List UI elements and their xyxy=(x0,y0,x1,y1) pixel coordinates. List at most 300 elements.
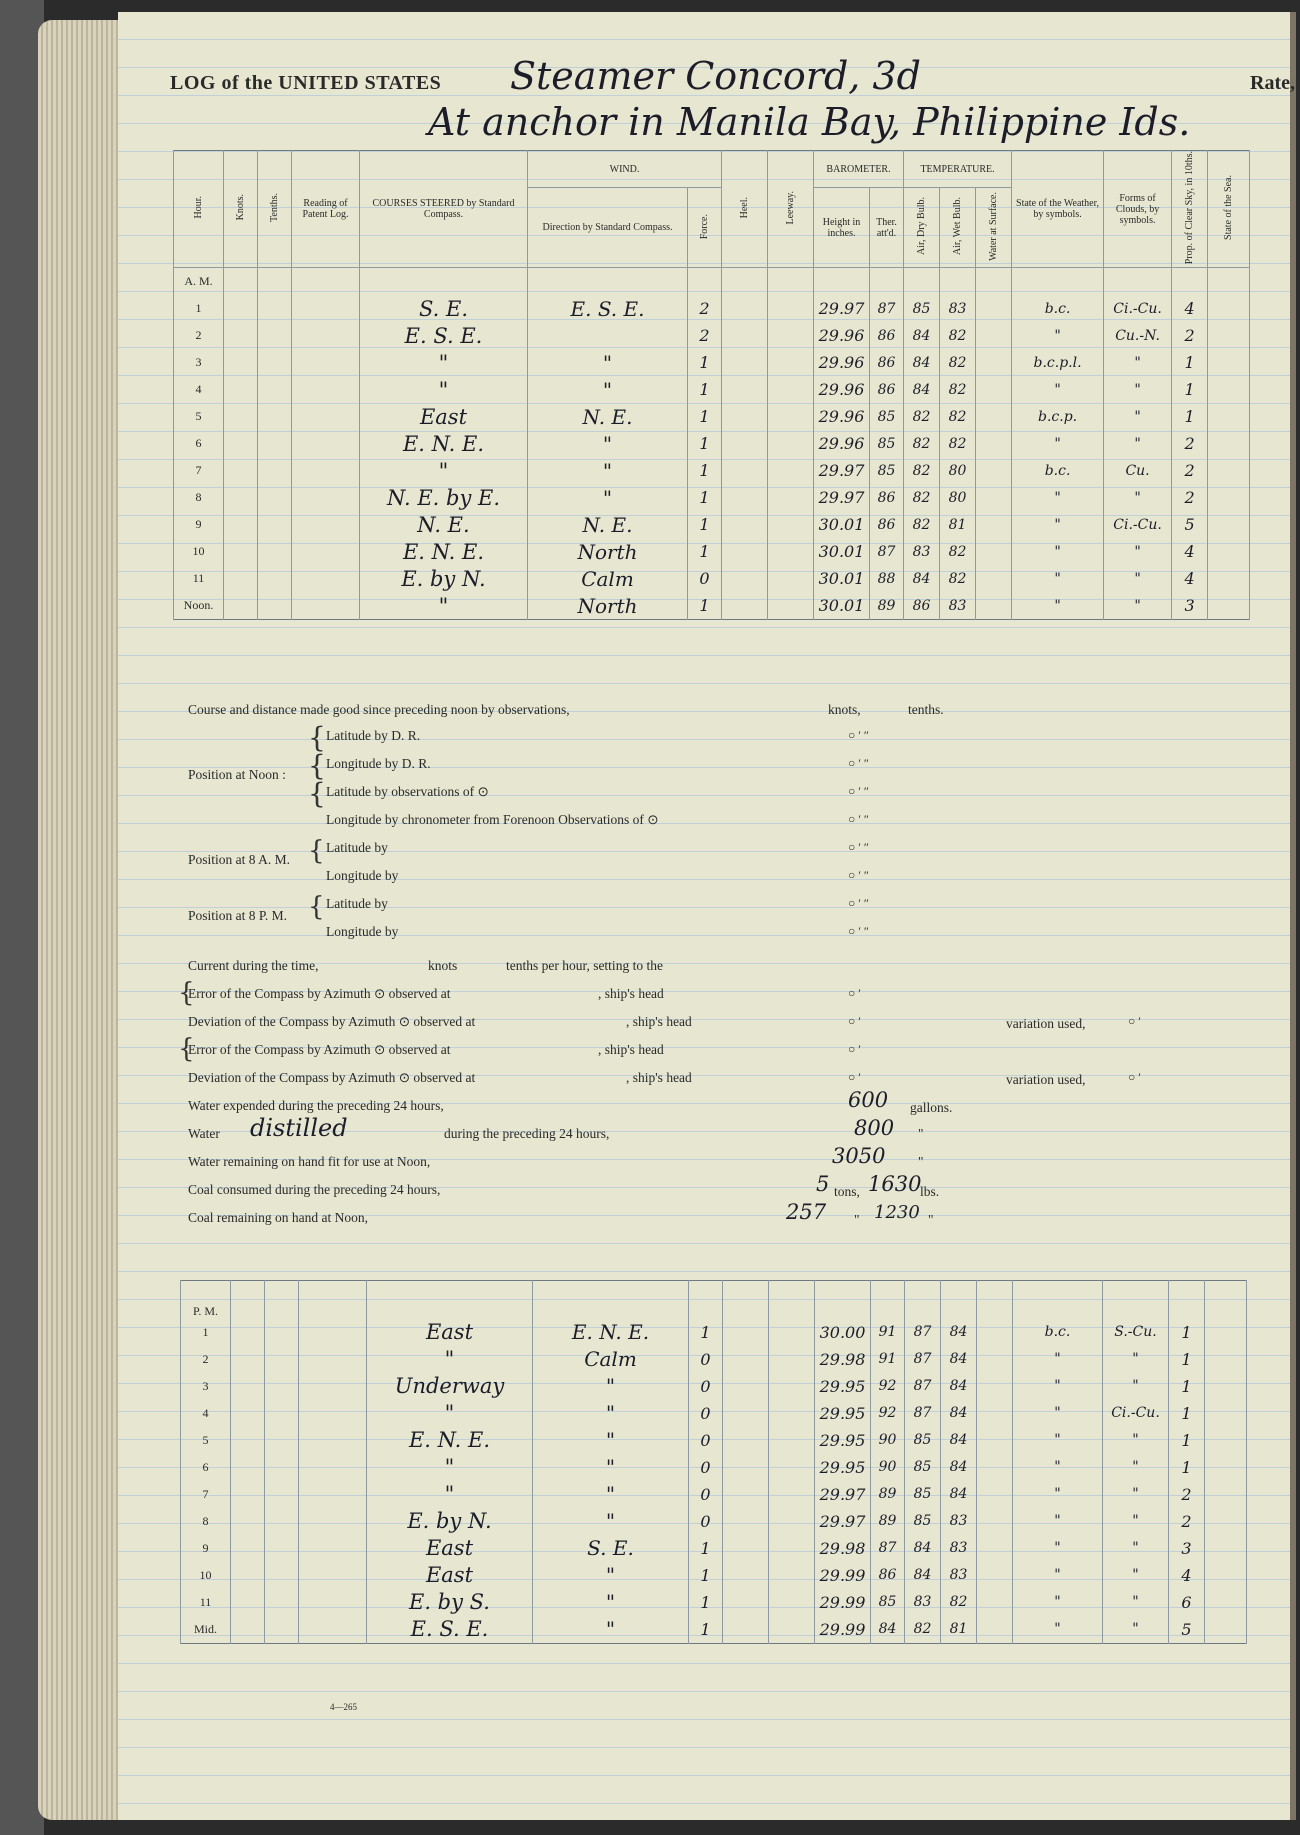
am-air-dry-cell: 84 xyxy=(904,565,940,592)
am-air-wet-cell: 82 xyxy=(940,565,976,592)
am-empty-cell xyxy=(224,457,258,484)
col-sea: State of the Sea. xyxy=(1208,151,1250,268)
pm-empty-cell xyxy=(299,1616,367,1644)
am-empty-cell xyxy=(768,538,814,565)
am-empty-cell xyxy=(1208,403,1250,430)
am-empty-cell xyxy=(292,349,360,376)
lat-8am-marks: ○ ′ ″ xyxy=(848,840,869,854)
pm-clear-sky-cell: 1 xyxy=(1169,1400,1205,1427)
pm-empty-cell xyxy=(723,1589,769,1616)
col-baro-height: Height in inches. xyxy=(814,188,870,268)
pm-baro-height-cell: 29.98 xyxy=(815,1346,871,1373)
am-ther-attd-cell: 86 xyxy=(870,484,904,511)
am-empty-cell xyxy=(292,403,360,430)
pm-clear-sky-cell: 2 xyxy=(1169,1508,1205,1535)
am-wind-direction-cell: " xyxy=(528,484,688,511)
pm-clear-sky-cell: 3 xyxy=(1169,1535,1205,1562)
pm-hour-cell: 5 xyxy=(181,1427,231,1454)
pm-hour-cell: 9 xyxy=(181,1535,231,1562)
am-empty-cell xyxy=(722,484,768,511)
am-wind-force-cell: 2 xyxy=(688,322,722,349)
am-wind-direction-cell: " xyxy=(528,430,688,457)
am-empty-cell xyxy=(292,457,360,484)
pm-empty-cell xyxy=(977,1454,1013,1481)
pm-wind-force-cell: 1 xyxy=(689,1589,723,1616)
am-clouds-cell: " xyxy=(1104,403,1172,430)
am-wind-direction-cell: Calm xyxy=(528,565,688,592)
pm-wind-direction-cell: " xyxy=(533,1616,689,1644)
am-baro-height-cell: 29.96 xyxy=(814,376,870,403)
am-wind-force-cell: 1 xyxy=(688,457,722,484)
am-clear-sky-cell: 5 xyxy=(1172,511,1208,538)
pm-empty-cell xyxy=(723,1535,769,1562)
pm-ther-attd-cell: 90 xyxy=(871,1427,905,1454)
water-label: Water xyxy=(188,1126,220,1141)
pm-wind-direction-cell: " xyxy=(533,1454,689,1481)
pm-empty-cell xyxy=(231,1400,265,1427)
am-clouds-cell: " xyxy=(1104,484,1172,511)
am-empty-cell xyxy=(768,592,814,620)
pm-clouds-cell: " xyxy=(1103,1481,1169,1508)
lbs-label: lbs. xyxy=(920,1184,940,1199)
am-empty-cell xyxy=(768,403,814,430)
am-course-cell: " xyxy=(360,349,528,376)
variation-1: variation used, xyxy=(1006,1016,1086,1031)
pm-empty-cell xyxy=(231,1508,265,1535)
am-air-dry-cell: 83 xyxy=(904,538,940,565)
pm-empty-cell xyxy=(265,1373,299,1400)
pm-ther-attd-cell: 91 xyxy=(871,1319,905,1346)
col-heel: Heel. xyxy=(722,151,768,268)
pm-baro-height-cell: 29.95 xyxy=(815,1454,871,1481)
am-wind-direction-cell: North xyxy=(528,538,688,565)
pm-empty-cell xyxy=(1205,1508,1247,1535)
am-empty-cell xyxy=(224,430,258,457)
pm-empty-cell xyxy=(723,1373,769,1400)
am-empty-cell xyxy=(976,376,1012,403)
pm-empty-cell xyxy=(723,1427,769,1454)
pm-hour-cell: 8 xyxy=(181,1508,231,1535)
am-baro-height-cell: 29.96 xyxy=(814,349,870,376)
pm-row xyxy=(181,1535,1247,1562)
pm-weather-cell: " xyxy=(1013,1427,1103,1454)
am-empty-cell xyxy=(224,295,258,322)
pm-hour-cell: 11 xyxy=(181,1589,231,1616)
am-empty-cell xyxy=(976,430,1012,457)
pm-air-dry-cell: 85 xyxy=(905,1481,941,1508)
pm-weather-cell: " xyxy=(1013,1373,1103,1400)
am-baro-height-cell: 30.01 xyxy=(814,511,870,538)
pm-baro-height-cell: 29.95 xyxy=(815,1427,871,1454)
am-empty-cell xyxy=(976,349,1012,376)
pm-baro-height-cell: 29.99 xyxy=(815,1589,871,1616)
col-wind-direction: Direction by Standard Compass. xyxy=(528,188,688,268)
lat-obs-marks: ○ ′ ″ xyxy=(848,784,869,798)
ships-head-2: , ship's head xyxy=(626,1014,692,1029)
current-knots-label: knots xyxy=(428,958,458,973)
during-label: during the preceding 24 hours, xyxy=(444,1126,610,1141)
pm-air-dry-cell: 84 xyxy=(905,1562,941,1589)
col-air-wet: Air, Wet Bulb. xyxy=(940,188,976,268)
am-empty-cell xyxy=(976,511,1012,538)
pm-empty-cell xyxy=(977,1346,1013,1373)
pm-empty-cell xyxy=(1205,1400,1247,1427)
am-empty-cell xyxy=(1208,430,1250,457)
am-baro-height-cell: 30.01 xyxy=(814,538,870,565)
lat-8am-label: Latitude by xyxy=(326,840,388,855)
pm-log-table xyxy=(180,1280,1247,1644)
am-course-cell: East xyxy=(360,403,528,430)
pm-clouds-cell: " xyxy=(1103,1346,1169,1373)
pm-air-wet-cell: 84 xyxy=(941,1346,977,1373)
am-empty-cell xyxy=(258,457,292,484)
am-clouds-cell: " xyxy=(1104,592,1172,620)
am-wind-force-cell: 0 xyxy=(688,565,722,592)
am-empty-cell xyxy=(1208,457,1250,484)
am-wind-direction-cell: North xyxy=(528,592,688,620)
pm-baro-height-cell: 29.97 xyxy=(815,1481,871,1508)
am-empty-cell xyxy=(1208,322,1250,349)
am-ther-attd-cell: 86 xyxy=(870,349,904,376)
am-row xyxy=(174,403,1250,430)
pm-wind-force-cell: 1 xyxy=(689,1562,723,1589)
pm-hour-cell: 4 xyxy=(181,1400,231,1427)
am-wind-direction-cell: " xyxy=(528,457,688,484)
am-empty-cell xyxy=(292,484,360,511)
pm-ther-attd-cell: 92 xyxy=(871,1373,905,1400)
pm-clear-sky-cell: 5 xyxy=(1169,1616,1205,1644)
am-empty-cell xyxy=(258,376,292,403)
am-empty-cell xyxy=(1208,538,1250,565)
am-empty-cell xyxy=(976,565,1012,592)
am-baro-height-cell: 30.01 xyxy=(814,565,870,592)
pm-empty-cell xyxy=(265,1508,299,1535)
col-knots: Knots. xyxy=(224,151,258,268)
pm-empty-cell xyxy=(769,1616,815,1644)
pm-wind-force-cell: 0 xyxy=(689,1427,723,1454)
pm-air-wet-cell: 84 xyxy=(941,1373,977,1400)
pm-hour-cell: 1 xyxy=(181,1319,231,1346)
pm-air-wet-cell: 83 xyxy=(941,1508,977,1535)
ships-head-3: , ship's head xyxy=(598,1042,664,1057)
am-weather-cell: " xyxy=(1012,430,1104,457)
am-empty-cell xyxy=(1208,295,1250,322)
pm-air-wet-cell: 83 xyxy=(941,1535,977,1562)
am-empty-cell xyxy=(768,430,814,457)
pm-empty-cell xyxy=(769,1346,815,1373)
gallons-label: gallons. xyxy=(910,1100,953,1115)
am-ther-attd-cell: 87 xyxy=(870,538,904,565)
am-hour-cell: 7 xyxy=(174,457,224,484)
coal-lbs-value: 1630 xyxy=(868,1172,922,1196)
am-wind-direction-cell xyxy=(528,322,688,349)
am-baro-height-cell: 29.96 xyxy=(814,430,870,457)
lat-8pm-label: Latitude by xyxy=(326,896,388,911)
ships-head-4: , ship's head xyxy=(626,1070,692,1085)
am-wind-force-cell: 1 xyxy=(688,403,722,430)
am-baro-height-cell: 29.97 xyxy=(814,484,870,511)
pm-ther-attd-cell: 89 xyxy=(871,1508,905,1535)
am-baro-height-cell: 29.97 xyxy=(814,295,870,322)
pm-empty-cell xyxy=(265,1535,299,1562)
col-tenths: Tenths. xyxy=(258,151,292,268)
pm-row xyxy=(181,1373,1247,1400)
pm-empty-cell xyxy=(769,1319,815,1346)
pm-empty-cell xyxy=(769,1400,815,1427)
am-empty-cell xyxy=(722,565,768,592)
am-wind-direction-cell: " xyxy=(528,376,688,403)
am-hour-cell: 3 xyxy=(174,349,224,376)
pm-empty-cell xyxy=(265,1481,299,1508)
lon-8pm-label: Longitude by xyxy=(326,924,399,939)
pm-clear-sky-cell: 2 xyxy=(1169,1481,1205,1508)
pm-empty-cell xyxy=(299,1346,367,1373)
am-empty-cell xyxy=(292,430,360,457)
am-clouds-cell: Ci.-Cu. xyxy=(1104,295,1172,322)
pm-wind-force-cell: 0 xyxy=(689,1373,723,1400)
pm-clouds-cell: " xyxy=(1103,1427,1169,1454)
deviation-1-marks: ○ ′ xyxy=(848,1014,861,1028)
pm-empty-cell xyxy=(977,1562,1013,1589)
pm-air-dry-cell: 85 xyxy=(905,1454,941,1481)
ditto-2: " xyxy=(918,1154,924,1169)
lat-8pm-marks: ○ ′ ″ xyxy=(848,896,869,910)
am-clear-sky-cell: 2 xyxy=(1172,484,1208,511)
pm-clear-sky-cell: 4 xyxy=(1169,1562,1205,1589)
water-distilled-value: 800 xyxy=(854,1116,895,1140)
pm-empty-cell xyxy=(265,1562,299,1589)
am-empty-cell xyxy=(768,376,814,403)
pm-weather-cell: " xyxy=(1013,1346,1103,1373)
pm-course-cell: E. by N. xyxy=(367,1508,533,1535)
pm-course-cell: Underway xyxy=(367,1373,533,1400)
water-remaining-label: Water remaining on hand fit for use at Noon, xyxy=(188,1154,431,1169)
position-8am-label: Position at 8 A. M. xyxy=(188,852,291,867)
knots-label: knots, xyxy=(828,702,861,717)
pm-air-dry-cell: 87 xyxy=(905,1346,941,1373)
pm-empty-cell xyxy=(231,1535,265,1562)
am-clear-sky-cell: 2 xyxy=(1172,457,1208,484)
am-empty-cell xyxy=(976,403,1012,430)
am-air-wet-cell: 82 xyxy=(940,403,976,430)
pm-wind-direction-cell: " xyxy=(533,1508,689,1535)
col-clouds: Forms of Clouds, by symbols. xyxy=(1104,151,1172,268)
pm-empty-cell xyxy=(1205,1427,1247,1454)
am-course-cell: " xyxy=(360,457,528,484)
coal-remaining-tons: 257 xyxy=(786,1200,827,1224)
am-ther-attd-cell: 87 xyxy=(870,295,904,322)
ditto-3: " xyxy=(854,1212,860,1227)
pm-empty-cell xyxy=(723,1400,769,1427)
am-row xyxy=(174,484,1250,511)
am-clouds-cell: " xyxy=(1104,538,1172,565)
pm-weather-cell: " xyxy=(1013,1562,1103,1589)
am-wind-direction-cell: N. E. xyxy=(528,403,688,430)
pm-clouds-cell: S.-Cu. xyxy=(1103,1319,1169,1346)
am-air-wet-cell: 82 xyxy=(940,322,976,349)
pm-air-wet-cell: 84 xyxy=(941,1454,977,1481)
am-clear-sky-cell: 2 xyxy=(1172,430,1208,457)
pm-air-dry-cell: 87 xyxy=(905,1319,941,1346)
am-empty-cell xyxy=(768,349,814,376)
am-empty-cell xyxy=(722,538,768,565)
pm-clouds-cell: " xyxy=(1103,1508,1169,1535)
col-water-surface: Water at Surface. xyxy=(976,188,1012,268)
pm-empty-cell xyxy=(231,1373,265,1400)
pm-empty-cell xyxy=(769,1589,815,1616)
am-clouds-cell: " xyxy=(1104,376,1172,403)
pm-empty-cell xyxy=(977,1481,1013,1508)
brace-noon: { { { xyxy=(308,721,326,810)
col-weather: State of the Weather, by symbols. xyxy=(1012,151,1104,268)
am-row xyxy=(174,349,1250,376)
variation-2: variation used, xyxy=(1006,1072,1086,1087)
brace-compass-1: { xyxy=(178,978,195,1008)
pm-empty-cell xyxy=(977,1319,1013,1346)
am-empty-cell xyxy=(768,457,814,484)
pm-empty-cell xyxy=(1205,1346,1247,1373)
am-clear-sky-cell: 1 xyxy=(1172,349,1208,376)
pm-baro-height-cell: 30.00 xyxy=(815,1319,871,1346)
col-temperature: TEMPERATURE. xyxy=(904,151,1012,188)
pm-air-dry-cell: 85 xyxy=(905,1508,941,1535)
deviation-2-marks: ○ ′ xyxy=(848,1070,861,1084)
am-course-cell: " xyxy=(360,592,528,620)
pm-clear-sky-cell: 1 xyxy=(1169,1319,1205,1346)
am-empty-cell xyxy=(1208,592,1250,620)
pm-row xyxy=(181,1589,1247,1616)
lon-8pm-marks: ○ ′ ″ xyxy=(848,924,869,938)
pm-wind-force-cell: 1 xyxy=(689,1616,723,1644)
am-empty-cell xyxy=(976,457,1012,484)
error-1-marks: ○ ′ xyxy=(848,986,861,1000)
am-empty-cell xyxy=(292,295,360,322)
am-clouds-cell: Ci.-Cu. xyxy=(1104,511,1172,538)
am-hour-cell: 4 xyxy=(174,376,224,403)
pm-course-cell: East xyxy=(367,1535,533,1562)
pm-air-wet-cell: 84 xyxy=(941,1400,977,1427)
pm-empty-cell xyxy=(265,1400,299,1427)
position-noon-label: Position at Noon : xyxy=(188,767,286,782)
am-ther-attd-cell: 86 xyxy=(870,322,904,349)
pm-empty-cell xyxy=(299,1319,367,1346)
col-wind: WIND. xyxy=(528,151,722,188)
pm-empty-cell xyxy=(299,1508,367,1535)
pm-weather-cell: " xyxy=(1013,1589,1103,1616)
pm-air-wet-cell: 84 xyxy=(941,1427,977,1454)
am-row xyxy=(174,376,1250,403)
am-empty-cell xyxy=(1208,484,1250,511)
pm-empty-cell xyxy=(231,1346,265,1373)
pm-empty-cell xyxy=(231,1454,265,1481)
pm-course-cell: E. by S. xyxy=(367,1589,533,1616)
am-row xyxy=(174,457,1250,484)
pm-empty-cell xyxy=(769,1535,815,1562)
pm-course-cell: " xyxy=(367,1454,533,1481)
pm-course-cell: " xyxy=(367,1400,533,1427)
am-weather-cell: b.c.p. xyxy=(1012,403,1104,430)
am-empty-cell xyxy=(722,349,768,376)
am-wind-force-cell: 1 xyxy=(688,484,722,511)
am-air-dry-cell: 82 xyxy=(904,457,940,484)
log-page xyxy=(118,12,1296,1820)
am-air-dry-cell: 82 xyxy=(904,430,940,457)
pm-clouds-cell: " xyxy=(1103,1454,1169,1481)
pm-clouds-cell: " xyxy=(1103,1589,1169,1616)
pm-row xyxy=(181,1616,1247,1644)
pm-empty-cell xyxy=(1205,1319,1247,1346)
pm-ther-attd-cell: 92 xyxy=(871,1400,905,1427)
am-empty-cell xyxy=(722,592,768,620)
lon-dr-marks: ○ ′ ″ xyxy=(848,756,869,770)
pm-empty-cell xyxy=(1205,1454,1247,1481)
am-hour-cell: 2 xyxy=(174,322,224,349)
pm-course-cell: East xyxy=(367,1319,533,1346)
am-air-dry-cell: 84 xyxy=(904,376,940,403)
pm-empty-cell xyxy=(231,1319,265,1346)
pm-empty-cell xyxy=(977,1535,1013,1562)
pm-empty-cell xyxy=(1205,1589,1247,1616)
pm-wind-force-cell: 0 xyxy=(689,1508,723,1535)
col-courses: COURSES STEERED by Standard Compass. xyxy=(360,151,528,268)
am-hour-cell: 9 xyxy=(174,511,224,538)
am-air-wet-cell: 82 xyxy=(940,349,976,376)
am-course-cell: " xyxy=(360,376,528,403)
am-empty-cell xyxy=(258,565,292,592)
pm-row xyxy=(181,1454,1247,1481)
pm-hour-cell: 10 xyxy=(181,1562,231,1589)
am-empty-cell xyxy=(224,592,258,620)
pm-empty-cell xyxy=(723,1319,769,1346)
pm-ther-attd-cell: 91 xyxy=(871,1346,905,1373)
pm-empty-cell xyxy=(977,1400,1013,1427)
am-hour-cell: 8 xyxy=(174,484,224,511)
am-empty-cell xyxy=(224,484,258,511)
pm-ther-attd-cell: 86 xyxy=(871,1562,905,1589)
pm-wind-force-cell: 1 xyxy=(689,1319,723,1346)
lat-obs-label: Latitude by observations of ⊙ xyxy=(326,784,489,799)
pm-wind-force-cell: 0 xyxy=(689,1481,723,1508)
am-empty-cell xyxy=(722,376,768,403)
pm-wind-direction-cell: " xyxy=(533,1373,689,1400)
am-empty-cell xyxy=(976,592,1012,620)
pm-empty-cell xyxy=(723,1616,769,1644)
am-air-wet-cell: 83 xyxy=(940,295,976,322)
pm-clear-sky-cell: 1 xyxy=(1169,1454,1205,1481)
am-clouds-cell: Cu. xyxy=(1104,457,1172,484)
am-empty-cell xyxy=(292,565,360,592)
pm-baro-height-cell: 29.99 xyxy=(815,1562,871,1589)
am-weather-cell: " xyxy=(1012,484,1104,511)
am-clouds-cell: " xyxy=(1104,565,1172,592)
pm-empty-cell xyxy=(977,1508,1013,1535)
pm-empty-cell xyxy=(723,1562,769,1589)
pm-air-wet-cell: 84 xyxy=(941,1319,977,1346)
ditto-1: " xyxy=(918,1126,924,1141)
am-weather-cell: " xyxy=(1012,565,1104,592)
pm-empty-cell xyxy=(1205,1481,1247,1508)
am-empty-cell xyxy=(722,457,768,484)
pm-hour-cell: 7 xyxy=(181,1481,231,1508)
am-ther-attd-cell: 88 xyxy=(870,565,904,592)
am-empty-cell xyxy=(1208,511,1250,538)
am-wind-direction-cell: " xyxy=(528,349,688,376)
tons-label: tons, xyxy=(834,1184,860,1199)
am-course-cell: E. N. E. xyxy=(360,430,528,457)
am-empty-cell xyxy=(258,349,292,376)
pm-weather-cell: " xyxy=(1013,1508,1103,1535)
pm-clouds-cell: " xyxy=(1103,1616,1169,1644)
